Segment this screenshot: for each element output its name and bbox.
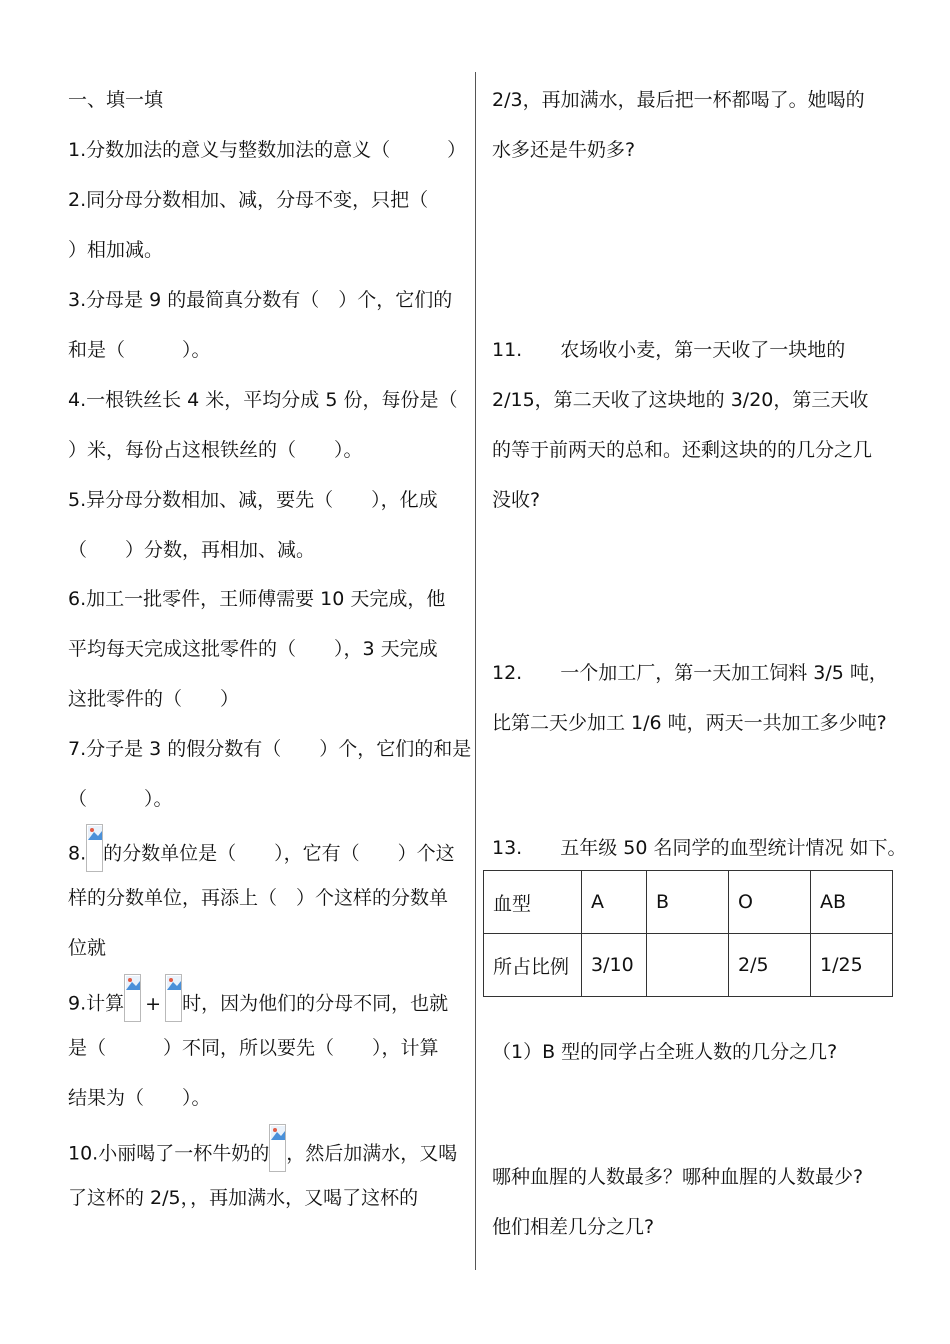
question-1: 1.分数加法的意义与整数加法的意义（ ） <box>68 139 467 161</box>
question-5-line-2: （ ）分数，再相加、减。 <box>68 539 316 561</box>
question-8-number: 8. <box>68 842 87 865</box>
question-11-line-1: 11. 农场收小麦，第一天收了一块地的 <box>492 339 846 361</box>
table-cell: B <box>647 871 729 934</box>
table-cell: O <box>729 871 811 934</box>
question-8-line-1 <box>68 836 455 872</box>
question-12-line-2: 比第二天少加工 1/6 吨，两天一共加工多少吨? <box>492 712 887 734</box>
question-2-line-2: ）相加减。 <box>68 239 164 261</box>
question-10-line-1 <box>68 1136 457 1172</box>
plus-sign: + <box>145 992 162 1015</box>
question-9-text: 时，因为他们的分母不同，也就 <box>182 992 449 1015</box>
question-9-line-3: 结果为（ ）。 <box>68 1087 211 1109</box>
table-cell: 2/5 <box>729 934 811 997</box>
question-13-title: 13. 五年级 50 名同学的血型统计情况 如下。 <box>492 837 907 859</box>
broken-image-icon <box>124 974 141 1022</box>
table-cell: 所占比例 <box>484 934 582 997</box>
question-5-line-1: 5.异分母分数相加、减，要先（ ），化成 <box>68 489 438 511</box>
question-4-line-1: 4.一根铁丝长 4 米，平均分成 5 份，每份是（ <box>68 389 458 411</box>
question-13-sub-2-line-1: 哪种血腥的人数最多？哪种血腥的人数最少? <box>492 1166 864 1188</box>
question-7-line-1: 7.分子是 3 的假分数有（ ）个，它们的和是 <box>68 738 472 760</box>
column-divider <box>475 72 476 1270</box>
table-cell: 3/10 <box>582 934 647 997</box>
question-3-line-1: 3.分母是 9 的最简真分数有（ ）个，它们的 <box>68 289 453 311</box>
question-10-line-3: 2/3，再加满水，最后把一杯都喝了。她喝的 <box>492 89 865 111</box>
question-11-line-2: 2/15，第二天收了这块地的 3/20，第三天收 <box>492 389 869 411</box>
table-cell: AB <box>811 871 893 934</box>
question-6-line-3: 这批零件的（ ） <box>68 688 240 710</box>
table-cell: 1/25 <box>811 934 893 997</box>
broken-image-icon <box>165 974 182 1022</box>
question-11-line-3: 的等于前两天的总和。还剩这块的的几分之几 <box>492 439 873 461</box>
question-10-text-b: ，然后加满水，又喝 <box>286 1142 458 1165</box>
table-row <box>484 871 893 934</box>
question-3-line-2: 和是（ ）。 <box>68 339 211 361</box>
question-10-line-4: 水多还是牛奶多? <box>492 139 636 161</box>
table-cell: 血型 <box>484 871 582 934</box>
question-10-line-2: 了这杯的 2/5，，再加满水，又喝了这杯的 <box>68 1187 419 1209</box>
question-2-line-1: 2.同分母分数相加、减，分母不变，只把（ <box>68 189 429 211</box>
section-title: 一、填一填 <box>68 89 164 111</box>
question-6-line-1: 6.加工一批零件，王师傅需要 10 天完成，他 <box>68 588 446 610</box>
question-8-text: 的分数单位是（ ），它有（ ）个这 <box>103 842 455 865</box>
question-8-line-3: 位就 <box>68 937 107 959</box>
table-row <box>484 934 893 997</box>
question-4-line-2: ）米，每份占这根铁丝的（ ）。 <box>68 439 363 461</box>
question-9-line-1 <box>68 986 448 1022</box>
question-11-line-4: 没收? <box>492 489 541 511</box>
question-7-line-2: （ ）。 <box>68 788 173 810</box>
question-13-sub-2-line-2: 他们相差几分之几? <box>492 1216 655 1238</box>
question-6-line-2: 平均每天完成这批零件的（ ），3 天完成 <box>68 638 438 660</box>
question-8-line-2: 样的分数单位，再添上（ ）个这样的分数单 <box>68 887 449 909</box>
blood-type-table <box>483 870 893 997</box>
question-10-text-a: 10.小丽喝了一杯牛奶的 <box>68 1142 270 1165</box>
table-cell <box>647 934 729 997</box>
question-13-sub-1: （1）B 型的同学占全班人数的几分之几? <box>492 1041 838 1063</box>
broken-image-icon <box>269 1124 286 1172</box>
question-9-number: 9.计算 <box>68 992 125 1015</box>
table-cell: A <box>582 871 647 934</box>
question-12-line-1: 12. 一个加工厂，第一天加工饲料 3/5 吨， <box>492 662 888 684</box>
broken-image-icon <box>86 824 103 872</box>
question-9-line-2: 是（ ）不同，所以要先（ ），计算 <box>68 1037 439 1059</box>
